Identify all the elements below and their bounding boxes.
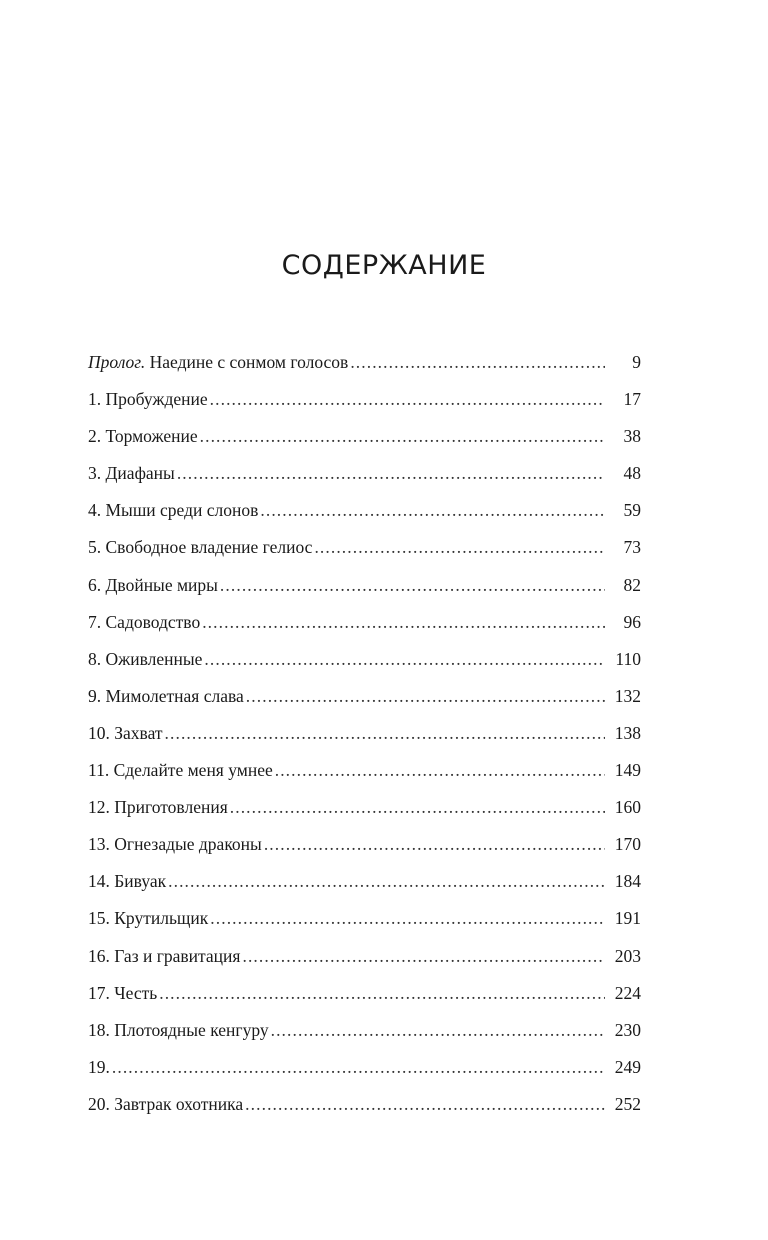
toc-entry <box>88 455 641 492</box>
toc-page-number: 160 <box>614 797 641 818</box>
toc-entry <box>88 1049 641 1086</box>
toc-entry-title: 9. Мимолетная слава <box>88 685 244 706</box>
toc-entry-title: 19. <box>88 1056 110 1077</box>
page-title: СОДЕРЖАНИЕ <box>281 250 487 282</box>
toc-entry <box>88 641 641 678</box>
dot-leader <box>242 938 605 975</box>
toc-page-number: 191 <box>614 908 641 929</box>
toc-page-number: 230 <box>614 1019 641 1040</box>
toc-entry <box>88 863 641 900</box>
dot-leader <box>245 1086 605 1123</box>
toc-entry <box>88 938 641 975</box>
dot-leader <box>246 678 605 715</box>
dot-leader <box>165 715 605 752</box>
dot-leader <box>275 752 605 789</box>
toc-entry <box>88 678 641 715</box>
dot-leader <box>159 975 605 1012</box>
toc-entry <box>88 715 641 752</box>
toc-entry <box>88 492 641 529</box>
toc-entry-title: Пролог. Наедине с сонмом голосов <box>88 352 349 372</box>
toc-entry-title: 17. Честь <box>88 982 158 1003</box>
toc-entry-title: 4. Мыши среди слонов <box>88 500 259 521</box>
toc-entry-title: 18. Плотоядные кенгуру <box>88 1019 269 1040</box>
toc-entry <box>88 529 641 566</box>
toc-entry-title: 8. Оживленные <box>88 648 203 669</box>
toc-page-number: 138 <box>614 722 641 743</box>
toc-entry <box>88 975 641 1012</box>
toc-page-number: 203 <box>614 945 641 966</box>
toc-entry-title: 5. Свободное владение гелиос <box>88 537 313 558</box>
toc-entry-title: 13. Огнезадые драконы <box>88 834 262 855</box>
toc-page-number: 82 <box>623 574 641 595</box>
toc-entry-title: 1. Пробуждение <box>88 389 208 410</box>
toc-entry-title: 16. Газ и гравитация <box>88 945 241 966</box>
table-of-contents <box>88 344 641 1123</box>
toc-entry <box>88 418 641 455</box>
toc-page-number: 170 <box>614 834 641 855</box>
dot-leader <box>168 863 605 900</box>
dot-leader <box>314 529 605 566</box>
dot-leader <box>271 1012 605 1049</box>
dot-leader <box>112 1049 605 1086</box>
toc-entry <box>88 752 641 789</box>
toc-entry <box>88 604 641 641</box>
toc-entry-title: 7. Садоводство <box>88 611 201 632</box>
toc-entry-title: 20. Завтрак охотника <box>88 1093 244 1114</box>
toc-entry <box>88 826 641 863</box>
toc-entry-title: 10. Захват <box>88 722 163 743</box>
dot-leader <box>200 418 605 455</box>
toc-entry <box>88 567 641 604</box>
toc-page-number: 17 <box>623 389 641 410</box>
toc-entry-title: 14. Бивуак <box>88 871 167 892</box>
toc-page-number: 132 <box>614 685 641 706</box>
toc-entry <box>88 1012 641 1049</box>
toc-page-number: 9 <box>632 352 641 372</box>
toc-page-number: 48 <box>623 463 641 484</box>
toc-page-number: 252 <box>614 1093 641 1114</box>
toc-page-number: 96 <box>623 611 641 632</box>
dot-leader <box>350 344 605 381</box>
dot-leader <box>260 492 605 529</box>
dot-leader <box>202 604 605 641</box>
toc-page-number: 73 <box>623 537 641 558</box>
toc-entry <box>88 789 641 826</box>
toc-entry <box>88 381 641 418</box>
toc-entry <box>88 344 641 381</box>
toc-page-number: 224 <box>614 982 641 1003</box>
toc-entry-title: 12. Приготовления <box>88 797 228 818</box>
dot-leader <box>204 641 605 678</box>
toc-entry-title: 2. Торможение <box>88 426 198 447</box>
dot-leader <box>177 455 605 492</box>
toc-entry-title: 3. Диафаны <box>88 463 175 484</box>
toc-entry-title: 11. Сделайте меня умнее <box>88 760 273 781</box>
toc-page-number: 110 <box>615 648 641 669</box>
toc-entry-prefix: Пролог. <box>88 352 146 372</box>
toc-page-number: 184 <box>614 871 641 892</box>
toc-entry-title: 15. Крутильщик <box>88 908 209 929</box>
dot-leader <box>220 567 605 604</box>
toc-page-number: 249 <box>614 1056 641 1077</box>
toc-entry-title: 6. Двойные миры <box>88 574 218 595</box>
toc-entry <box>88 1086 641 1123</box>
toc-page-number: 149 <box>614 760 641 781</box>
toc-entry <box>88 900 641 937</box>
dot-leader <box>264 826 605 863</box>
dot-leader <box>210 381 605 418</box>
toc-page-number: 59 <box>623 500 641 521</box>
dot-leader <box>210 900 605 937</box>
dot-leader <box>230 789 605 826</box>
toc-page-number: 38 <box>623 426 641 447</box>
